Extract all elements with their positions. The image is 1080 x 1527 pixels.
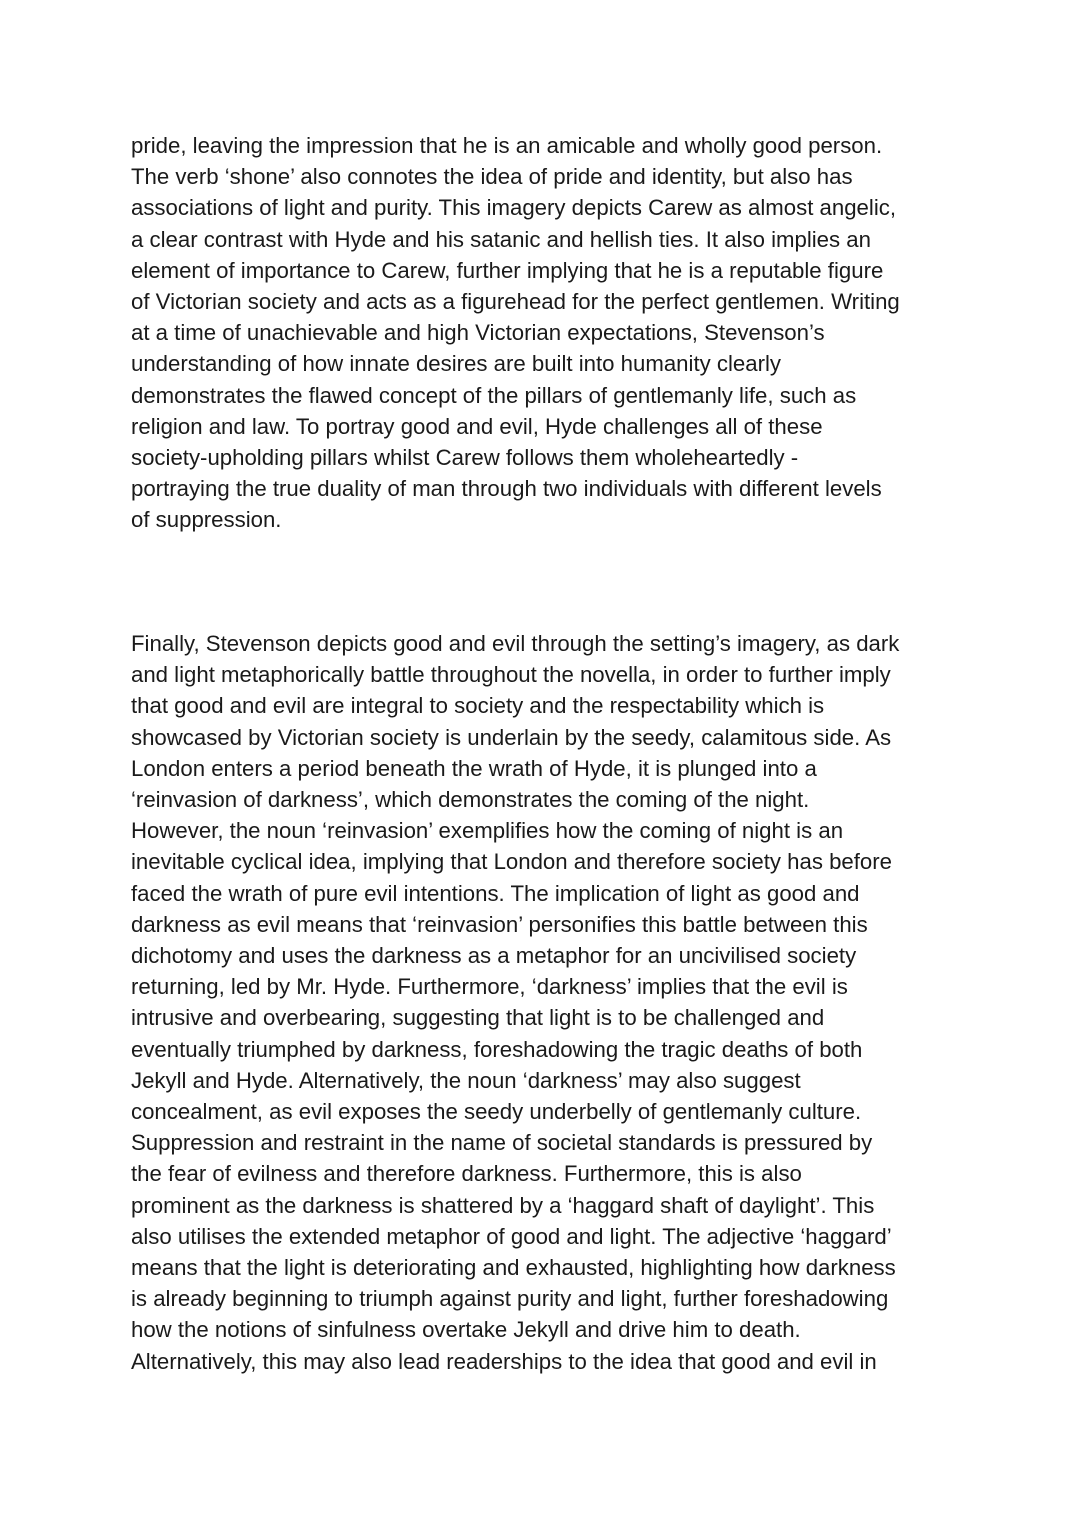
paragraph-setting-imagery: [131, 628, 961, 1377]
text-line: and light metaphorically battle throughout the novella, in order to further imply: [131, 662, 891, 688]
text-line: also utilises the extended metaphor of good and light. The adjective ‘haggard’: [131, 1223, 892, 1249]
text-line: at a time of unachievable and high Victorian expectations, Stevenson’s: [131, 320, 825, 346]
text-line: is already beginning to triumph against purity and light, further foreshadowing: [131, 1286, 889, 1312]
text-line: London enters a period beneath the wrath of Hyde, it is plunged into a: [131, 755, 817, 781]
text-line: society-upholding pillars whilst Carew follows them wholeheartedly -: [131, 445, 799, 471]
text-line: of suppression.: [131, 507, 282, 533]
text-line: ‘reinvasion of darkness’, which demonstrates the coming of the night.: [131, 787, 810, 813]
text-line: Suppression and restraint in the name of societal standards is pressured by: [131, 1130, 873, 1156]
text-line: Jekyll and Hyde. Alternatively, the noun ‘darkness’ may also suggest: [131, 1067, 801, 1093]
text-line: the fear of evilness and therefore darkness. Furthermore, this is also: [131, 1161, 802, 1187]
text-line: portraying the true duality of man through two individuals with different levels: [131, 476, 882, 502]
text-line: However, the noun ‘reinvasion’ exemplifies how the coming of night is an: [131, 818, 844, 844]
text-line: religion and law. To portray good and evil, Hyde challenges all of these: [131, 413, 823, 439]
text-line: Finally, Stevenson depicts good and evil through the setting’s imagery, as dark: [131, 631, 900, 656]
text-line: means that the light is deteriorating and exhausted, highlighting how darkness: [131, 1255, 896, 1281]
text-line: intrusive and overbearing, suggesting that light is to be challenged and: [131, 1005, 825, 1031]
text-line: demonstrates the flawed concept of the pillars of gentlemanly life, such as: [131, 382, 857, 408]
text-line: Alternatively, this may also lead readerships to the idea that good and evil in: [131, 1348, 877, 1374]
text-line: dichotomy and uses the darkness as a metaphor for an uncivilised society: [131, 943, 857, 969]
text-line: how the notions of sinfulness overtake Jekyll and drive him to death.: [131, 1317, 801, 1343]
text-line: The verb ‘shone’ also connotes the idea of pride and identity, but also has: [131, 164, 853, 190]
text-line: showcased by Victorian society is underlain by the seedy, calamitous side. As: [131, 724, 892, 750]
text-line: darkness as evil means that ‘reinvasion’ personifies this battle between this: [131, 911, 868, 937]
text-line: a clear contrast with Hyde and his satanic and hellish ties. It also implies an: [131, 226, 871, 252]
text-line: prominent as the darkness is shattered by a ‘haggard shaft of daylight’. This: [131, 1192, 875, 1218]
text-line: element of importance to Carew, further implying that he is a reputable figure: [131, 257, 884, 283]
text-line: understanding of how innate desires are built into humanity clearly: [131, 351, 781, 377]
text-line: faced the wrath of pure evil intentions. The implication of light as good and: [131, 880, 860, 906]
text-line: returning, led by Mr. Hyde. Furthermore, ‘darkness’ implies that the evil is: [131, 974, 848, 1000]
text-line: eventually triumphed by darkness, foreshadowing the tragic deaths of both: [131, 1036, 863, 1062]
text-line: that good and evil are integral to society and the respectability which is: [131, 693, 825, 719]
text-line: associations of light and purity. This imagery depicts Carew as almost angelic,: [131, 195, 897, 221]
paragraph-carew-analysis: [131, 130, 961, 536]
text-line: pride, leaving the impression that he is an amicable and wholly good person.: [131, 133, 883, 158]
text-line: concealment, as evil exposes the seedy underbelly of gentlemanly culture.: [131, 1099, 862, 1125]
text-line: of Victorian society and acts as a figurehead for the perfect gentlemen. Writing: [131, 289, 900, 315]
text-line: inevitable cyclical idea, implying that London and therefore society has before: [131, 849, 892, 875]
